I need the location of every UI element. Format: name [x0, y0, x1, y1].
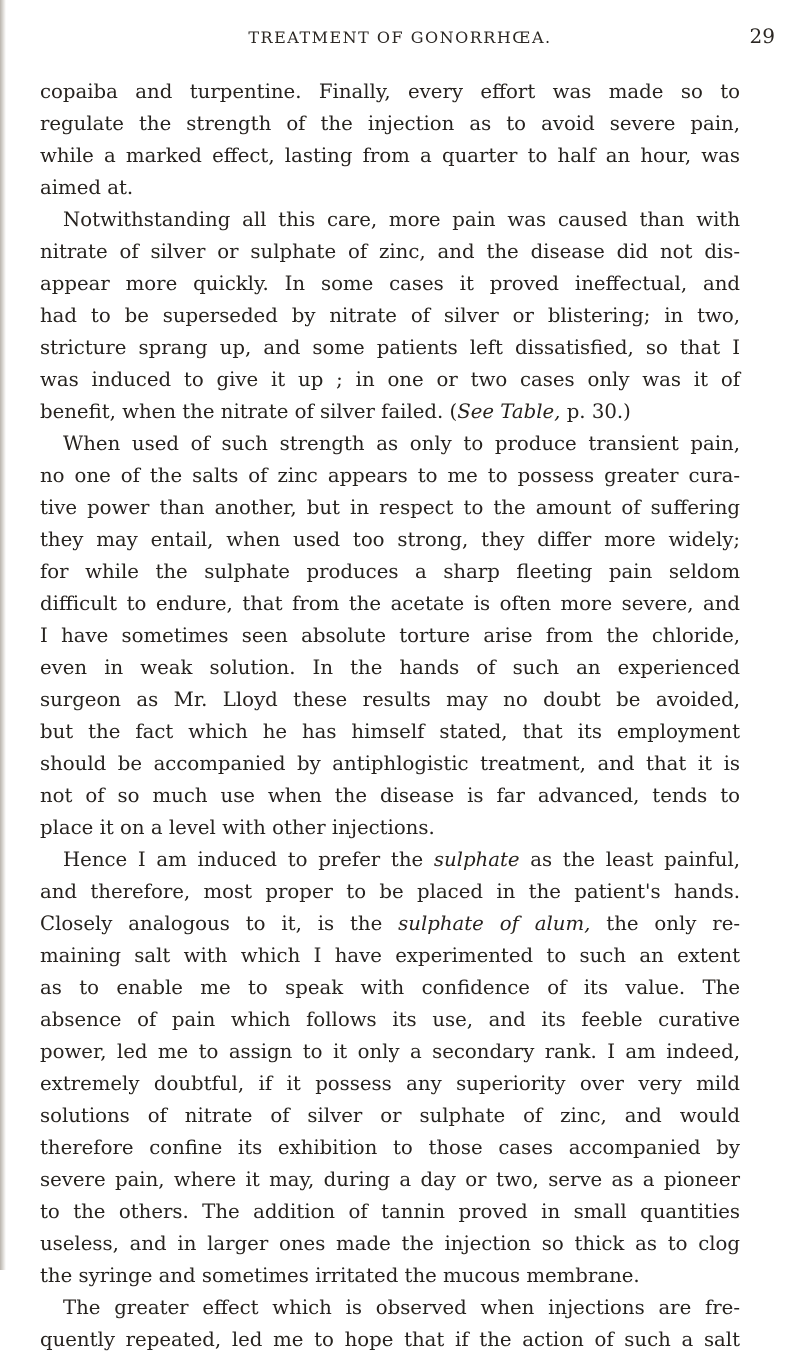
text-line: even in weak solution. In the hands of such an experienced — [40, 656, 740, 679]
text-line — [40, 844, 740, 876]
text-line: solutions of nitrate of silver or sulphate of zinc, and would — [40, 1104, 740, 1127]
text-line: they may entail, when used too strong, they differ more widely; — [40, 528, 740, 551]
text-line: surgeon as Mr. Lloyd these results may no doubt be avoided, — [40, 688, 740, 711]
body-text — [40, 76, 740, 1356]
text-line: had to be superseded by nitrate of silver or blistering; in two, — [40, 304, 740, 327]
text-run: the only re- — [590, 912, 740, 935]
page-number: 29 — [749, 24, 775, 48]
text-run: Hence I am induced to prefer the — [63, 848, 434, 871]
text-line: copaiba and turpentine. Finally, every effort was made so to — [40, 80, 740, 103]
text-line: power, led me to assign to it only a secondary rank. I am indeed, — [40, 1040, 740, 1063]
text-line — [40, 396, 740, 428]
text-line: and therefore, most proper to be placed in the patient's hands. — [40, 880, 740, 903]
text-line: while a marked effect, lasting from a quarter to half an hour, was — [40, 144, 740, 167]
text-line: useless, and in larger ones made the injection so thick as to clog — [40, 1232, 740, 1255]
text-line: quently repeated, led me to hope that if the action of such a salt — [40, 1328, 740, 1351]
text-line: was induced to give it up ; in one or two cases only was it of — [40, 368, 740, 391]
page-edge-shadow — [0, 0, 6, 1270]
text-run: as the least painful, — [519, 848, 740, 871]
text-line: aimed at. — [40, 176, 134, 199]
emphasis-sulphate: sulphate — [433, 848, 520, 871]
text-run: Closely analogous to it, is the — [40, 912, 399, 935]
text-line: absence of pain which follows its use, and its feeble curative — [40, 1008, 740, 1031]
text-line: When used of such strength as only to produce transient pain, — [63, 432, 740, 455]
emphasis-sulphate-of-alum: sulphate of alum, — [398, 912, 591, 935]
text-line: appear more quickly. In some cases it proved ineffectual, and — [40, 272, 740, 295]
text-line: difficult to endure, that from the acetate is often more severe, and — [40, 592, 740, 615]
text-line: regulate the strength of the injection as to avoid severe pain, — [40, 112, 740, 135]
text-line: I have sometimes seen absolute torture arise from the chloride, — [40, 624, 740, 647]
text-line: no one of the salts of zinc appears to me to possess greater cura- — [40, 464, 740, 487]
text-line: but the fact which he has himself stated, that its employment — [40, 720, 740, 743]
text-line — [40, 908, 740, 940]
text-line: the syringe and sometimes irritated the mucous membrane. — [40, 1264, 640, 1287]
text-line: severe pain, where it may, during a day or two, serve as a pioneer — [40, 1168, 740, 1191]
text-line: as to enable me to speak with confidence of its value. The — [40, 976, 740, 999]
text-line: not of so much use when the disease is far advanced, tends to — [40, 784, 740, 807]
text-line: Notwithstanding all this care, more pain was caused than with — [63, 208, 740, 231]
text-line: therefore confine its exhibition to those cases accompanied by — [40, 1136, 740, 1159]
text-line: place it on a level with other injections. — [40, 816, 435, 839]
text-line: for while the sulphate produces a sharp fleeting pain seldom — [40, 560, 740, 583]
text-run: p. 30.) — [560, 400, 631, 423]
text-line: tive power than another, but in respect to the amount of suffering — [40, 496, 740, 519]
text-line: to the others. The addition of tannin proved in small quantities — [40, 1200, 740, 1223]
text-run: benefit, when the nitrate of silver failed. ( — [40, 400, 458, 423]
text-line: stricture sprang up, and some patients left dissatisfied, so that I — [40, 336, 740, 359]
text-line: maining salt with which I have experimented to such an extent — [40, 944, 740, 967]
text-line: The greater effect which is observed when injections are fre- — [63, 1296, 740, 1319]
text-line: nitrate of silver or sulphate of zinc, and the disease did not dis- — [40, 240, 740, 263]
text-line: extremely doubtful, if it possess any superiority over very mild — [40, 1072, 740, 1095]
running-head: TREATMENT OF GONORRHŒA. — [248, 28, 552, 47]
table-reference: See Table, — [457, 400, 561, 423]
text-line: should be accompanied by antiphlogistic treatment, and that it is — [40, 752, 740, 775]
